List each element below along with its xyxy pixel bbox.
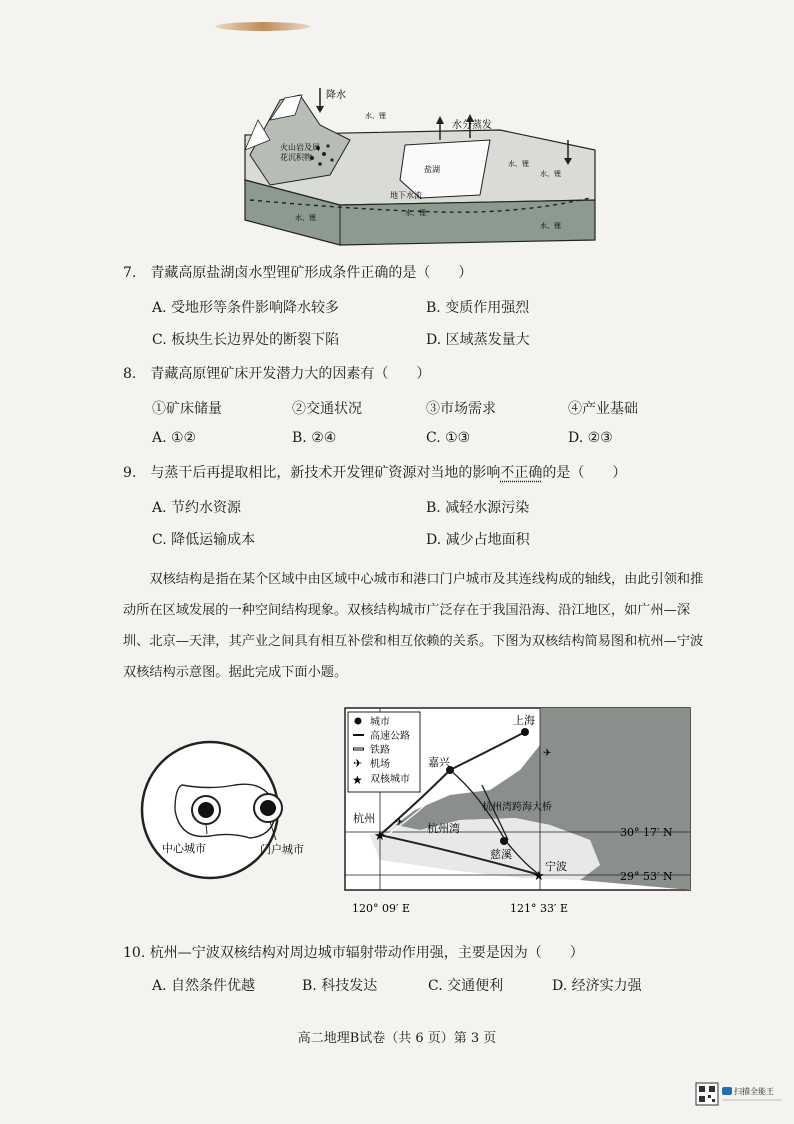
q8-factor-2: ②交通状况 xyxy=(292,401,362,417)
salt-lake-diagram xyxy=(240,80,600,250)
map-label-jiaxing: 嘉兴 xyxy=(428,756,450,769)
label-water-li-6: 水、锂 xyxy=(540,222,561,230)
q8-option-c: C. ①③ xyxy=(426,430,471,446)
airport-icon-2: ✈ xyxy=(395,817,404,828)
q10-option-a: A. 自然条件优越 xyxy=(152,978,256,994)
legend-dual-core: 双核城市 xyxy=(370,774,410,785)
q8-stem: 8. 青藏高原锂矿床开发潜力大的因素有（ ） xyxy=(123,366,431,382)
q9-option-b: B. 减轻水源污染 xyxy=(426,500,530,516)
q8-factor-1: ①矿床储量 xyxy=(152,401,222,417)
label-water-li-1: 水、锂 xyxy=(365,112,386,120)
page-footer: 高二地理B试卷（共 6 页）第 3 页 xyxy=(297,1031,497,1046)
label-water-li-2: 水、锂 xyxy=(508,160,529,168)
q7-option-d: D. 区域蒸发量大 xyxy=(426,332,530,348)
label-water-li-4: 水、锂 xyxy=(295,214,316,222)
q9-stem-post: 的是（ ） xyxy=(542,465,627,481)
label-volcanic: 火山岩及周 xyxy=(280,143,320,152)
q8-option-b: B. ②④ xyxy=(292,430,337,446)
passage xyxy=(123,564,713,688)
q9-stem-emphasis: 不正确 xyxy=(500,465,543,481)
airport-icon: ✈ xyxy=(543,748,552,759)
q10-stem: 10. 杭州—宁波双核结构对周边城市辐射带动作用强，主要是因为（ ） xyxy=(123,945,584,961)
hangzhou-star-icon: ★ xyxy=(374,829,386,844)
lat-label-1: 30° 17′ N xyxy=(620,826,673,839)
map-label-hzbay: 杭州湾 xyxy=(427,822,460,835)
airplane-icon: ✈ xyxy=(353,757,363,770)
q10-option-b: B. 科技发达 xyxy=(302,978,378,994)
q9-stem-pre: 9. 与蒸干后再提取相比，新技术开发锂矿资源对当地的影响 xyxy=(123,465,501,481)
lon-label-2: 121° 33′ E xyxy=(510,902,569,915)
q10-option-d: D. 经济实力强 xyxy=(552,978,642,994)
q10-option-c: C. 交通便利 xyxy=(428,978,504,994)
map-label-bridge: 杭州湾跨海大桥 xyxy=(482,802,552,813)
q7-option-a: A. 受地形等条件影响降水较多 xyxy=(152,300,340,316)
ningbo-star-icon: ★ xyxy=(533,869,545,884)
label-underground: 地下水流 xyxy=(390,191,422,200)
star-icon: ★ xyxy=(352,773,363,787)
q9-option-d: D. 减少占地面积 xyxy=(426,532,530,548)
passage-text: 双核结构是指在某个区域中由区域中心城市和港口门户城市及其连线构成的轴线，由此引领和推动所在区域发展的一种空间结构现象。双核结构城市广泛存在于我国沿海、沿江地区，如广州—深圳、北京—天津，其产业之间具有相互补偿和相互依赖的关系。下图为双核结构简易图和杭州—宁波双核结构示意图。据此完成下面小题。 xyxy=(123,572,704,680)
scan-artifact xyxy=(215,22,310,31)
q8-factor-4: ④产业基础 xyxy=(568,401,638,417)
legend-highway: 高速公路 xyxy=(370,731,410,742)
lat-label-2: 29° 53′ N xyxy=(620,870,673,883)
map-label-cixi: 慈溪 xyxy=(490,848,512,861)
map-label-hangzhou: 杭州 xyxy=(353,812,375,825)
q7-option-c: C. 板块生长边界处的断裂下陷 xyxy=(152,332,340,348)
legend-railway: 铁路 xyxy=(370,745,390,756)
legend-city: 城市 xyxy=(370,717,390,728)
label-water-li-5: 水、锂 xyxy=(405,209,426,217)
q8-factor-3: ③市场需求 xyxy=(426,401,496,417)
center-city-label: 中心城市 xyxy=(162,842,206,855)
q7-option-b: B. 变质作用强烈 xyxy=(426,300,530,316)
q7-stem: 7. 青藏高原盐湖卤水型锂矿形成条件正确的是（ ） xyxy=(123,265,473,281)
dual-core-figure xyxy=(120,700,700,925)
map-label-shanghai: 上海 xyxy=(513,714,535,727)
q8-option-d: D. ②③ xyxy=(568,430,613,446)
q8-option-a: A. ①② xyxy=(152,430,197,446)
q9-option-a: A. 节约水资源 xyxy=(152,500,242,516)
legend-airport: 机场 xyxy=(370,759,390,770)
lon-label-1: 120° 09′ E xyxy=(352,902,411,915)
label-volcanic-2: 花沉积物 xyxy=(280,153,312,162)
scanner-watermark xyxy=(694,1080,786,1110)
scanner-name: 扫描全能王 xyxy=(734,1087,774,1096)
map-label-ningbo: 宁波 xyxy=(545,860,567,873)
label-evaporation: 水分蒸发 xyxy=(452,120,492,131)
label-salt-lake: 盐湖 xyxy=(424,165,440,174)
label-rain: 降水 xyxy=(326,90,346,101)
q9-option-c: C. 降低运输成本 xyxy=(152,532,256,548)
gate-city-label: 门户城市 xyxy=(260,843,304,856)
label-water-li-3: 水、锂 xyxy=(540,170,561,178)
q9-stem xyxy=(123,462,626,482)
